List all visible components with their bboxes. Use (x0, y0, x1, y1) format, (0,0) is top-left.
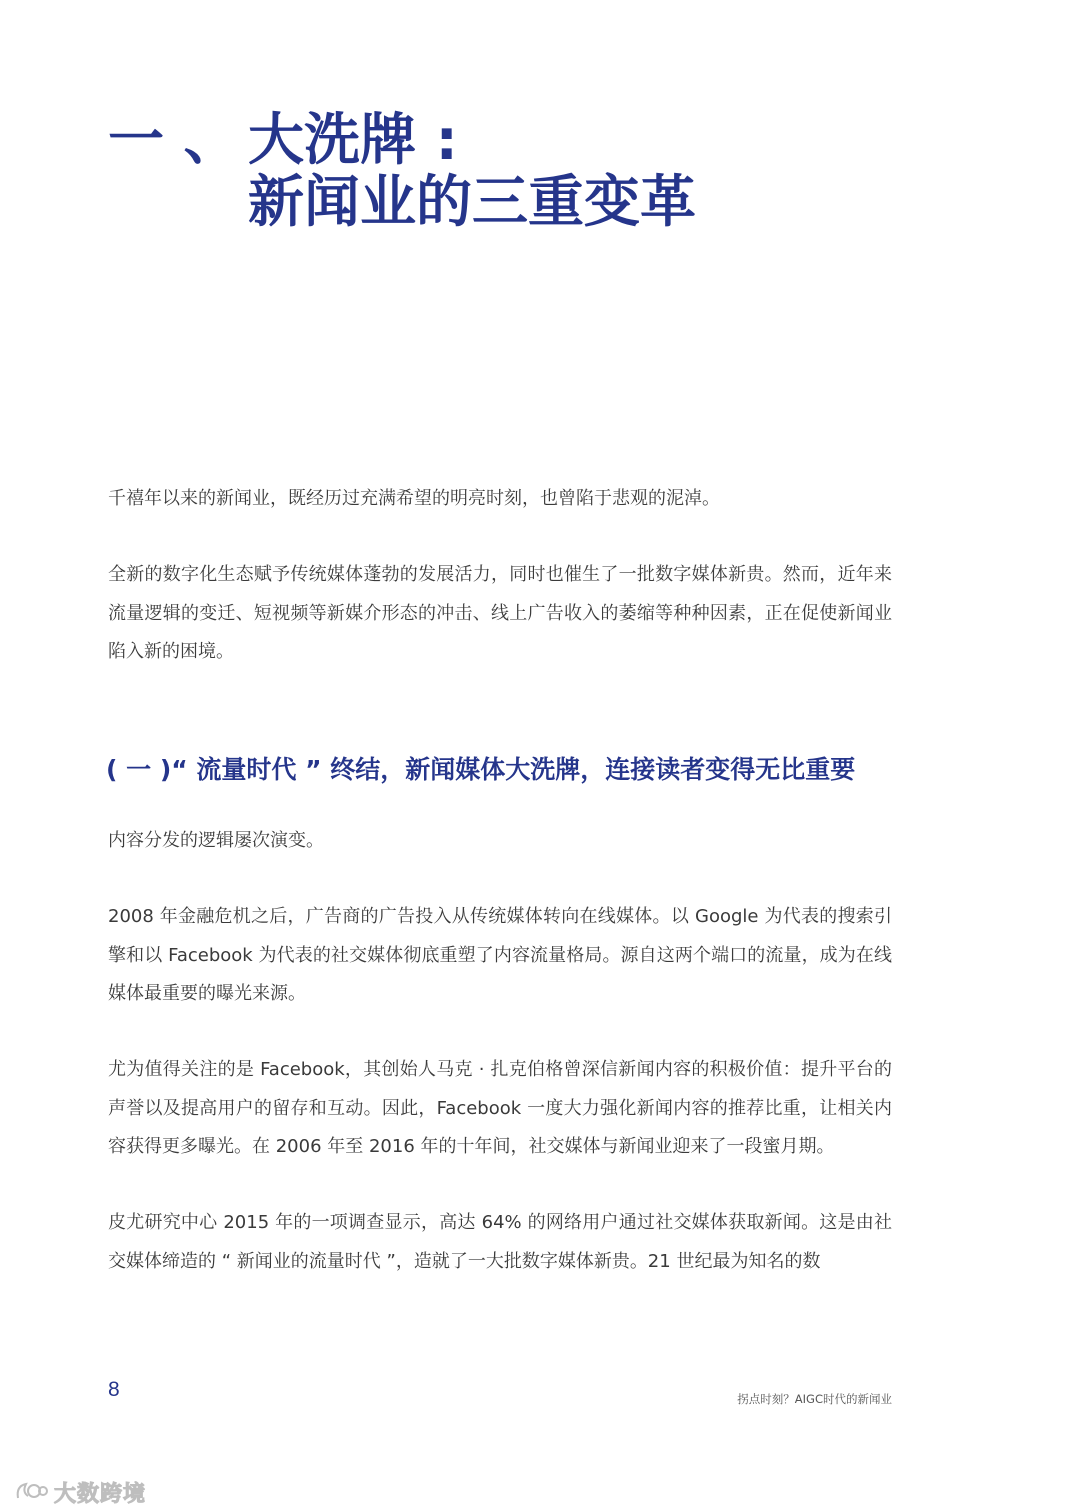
chapter-title-line2: 新闻业的三重变革 (248, 170, 696, 235)
section-paragraph-2: 2008 年金融危机之后，广告商的广告投入从传统媒体转向在线媒体。以 Google 为代表的搜索引擎和以 Facebook 为代表的社交媒体彻底重塑了内容流量格局。源自这两个端口的流量，成为在线媒体最重要的曝光来源。 (108, 906, 892, 1004)
section-paragraph-4: 皮尤研究中心 2015 年的一项调查显示，高达 64% 的网络用户通过社交媒体获取新闻。这是由社交媒体缔造的 “ 新闻业的流量时代 ”，造就了一大批数字媒体新贵。21 世纪最为知名的数 (108, 1212, 892, 1272)
watermark (14, 1476, 147, 1508)
section-paragraph-1: 内容分发的逻辑屡次演变。 (108, 830, 324, 851)
running-footer-title: 拐点时刻？AIGC时代的新闻业 (737, 1392, 892, 1406)
chapter-number: 一 、 (108, 108, 240, 173)
section-paragraph-3: 尤为值得关注的是 Facebook，其创始人马克 · 扎克伯格曾深信新闻内容的积极价值：提升平台的声誉以及提高用户的留存和互动。因此，Facebook 一度大力强化新闻内容的推荐比重，让相关内容获得更多曝光。在 2006 年至 2016 年的十年间，社交媒体与新闻业迎来了一段蜜月期。 (108, 1059, 892, 1157)
chapter-title (108, 110, 696, 234)
watermark-text: 大数跨境 (54, 1481, 147, 1507)
chapter-title-line1: 大洗牌 : (248, 108, 458, 173)
watermark-logo-icon (14, 1478, 48, 1506)
intro-paragraph-2: 全新的数字化生态赋予传统媒体蓬勃的发展活力，同时也催生了一批数字媒体新贵。然而，近年来流量逻辑的变迁、短视频等新媒介形态的冲击、线上广告收入的萎缩等种种因素，正在促使新闻业陷入新的困境。 (108, 564, 892, 662)
intro-paragraph-1: 千禧年以来的新闻业，既经历过充满希望的明亮时刻，也曾陷于悲观的泥淖。 (108, 488, 720, 509)
section-heading: ( 一 )“ 流量时代 ” 终结，新闻媒体大洗牌，连接读者变得无比重要 (106, 755, 856, 784)
page-number: 8 (108, 1378, 120, 1401)
